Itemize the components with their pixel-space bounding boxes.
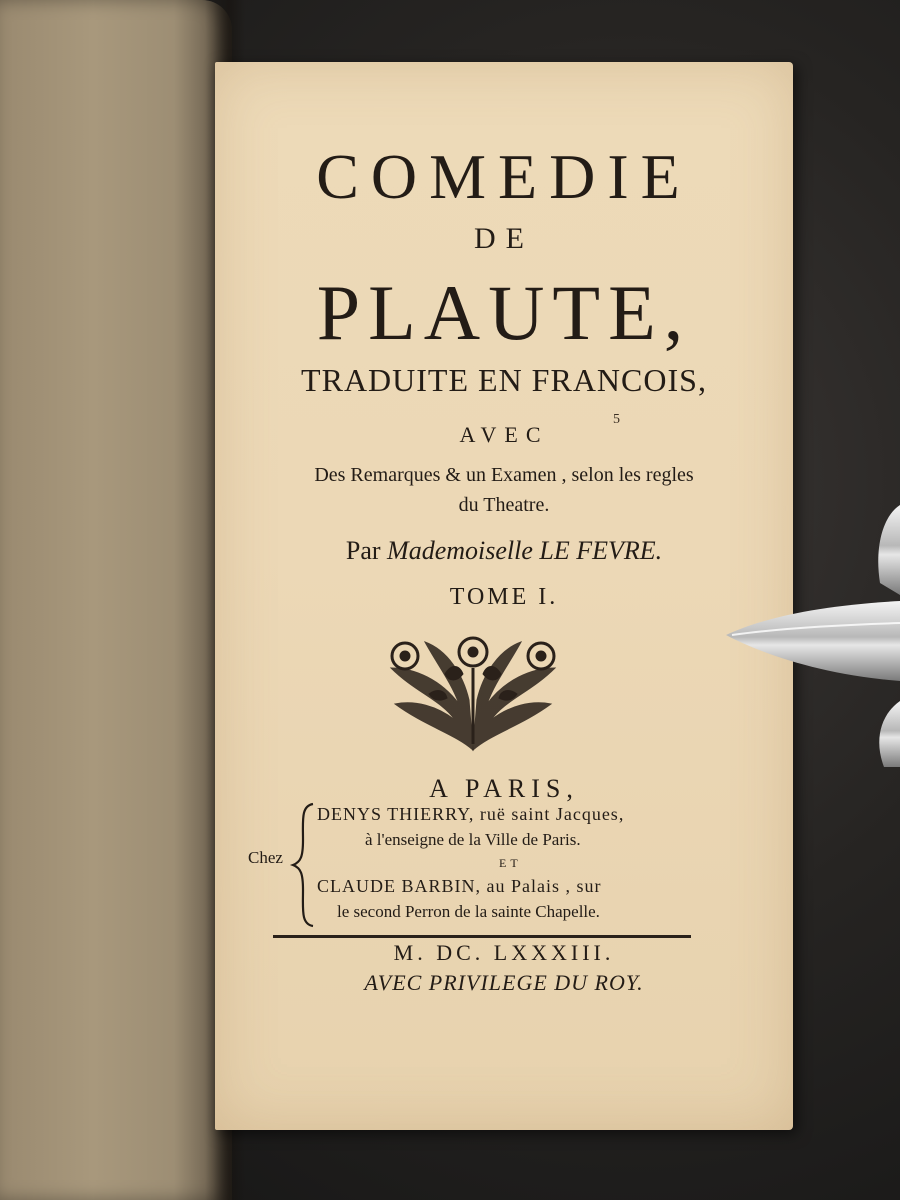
publisher-block bbox=[245, 800, 785, 930]
publication-date: M. DC. LXXXIII. bbox=[393, 940, 615, 965]
privilege-line: AVEC PRIVILEGE DU ROY. bbox=[364, 970, 644, 995]
publisher2-line2: le second Perron de la sainte Chapelle. bbox=[337, 902, 600, 921]
stray-mark: 5 bbox=[613, 412, 620, 427]
title-plaute: PLAUTE, bbox=[316, 269, 692, 356]
title-page bbox=[215, 62, 793, 1130]
subtitle-traduite: TRADUITE EN FRANCOIS, bbox=[301, 362, 707, 398]
floral-ornament-icon bbox=[385, 634, 561, 752]
avec-label: AVEC bbox=[459, 422, 549, 447]
author-prefix: Par bbox=[345, 536, 381, 565]
metal-page-clip-icon bbox=[724, 505, 900, 770]
chez-label: Chez bbox=[248, 848, 283, 867]
publisher1-line1: DENYS THIERRY, ruë saint Jacques, bbox=[317, 804, 625, 824]
author-name: Mademoiselle LE FEVRE. bbox=[387, 536, 663, 565]
title-comedie: COMEDIE bbox=[316, 141, 692, 212]
remarks-line-1: Des Remarques & un Examen , selon les regles bbox=[314, 464, 694, 486]
title-de: DE bbox=[474, 222, 534, 255]
volume-label: TOME I. bbox=[449, 584, 559, 610]
remarks-line-2: du Theatre. bbox=[458, 494, 550, 516]
author-line bbox=[215, 536, 793, 566]
et-label: ET bbox=[499, 856, 522, 870]
imprint-city: A PARIS, bbox=[429, 774, 579, 803]
publisher1-line2: à l'enseigne de la Ville de Paris. bbox=[365, 830, 581, 849]
horizontal-rule bbox=[273, 935, 691, 938]
publisher2-line1: CLAUDE BARBIN, au Palais , sur bbox=[317, 876, 602, 896]
left-blank-page bbox=[0, 0, 232, 1200]
curly-brace-icon bbox=[289, 800, 319, 930]
